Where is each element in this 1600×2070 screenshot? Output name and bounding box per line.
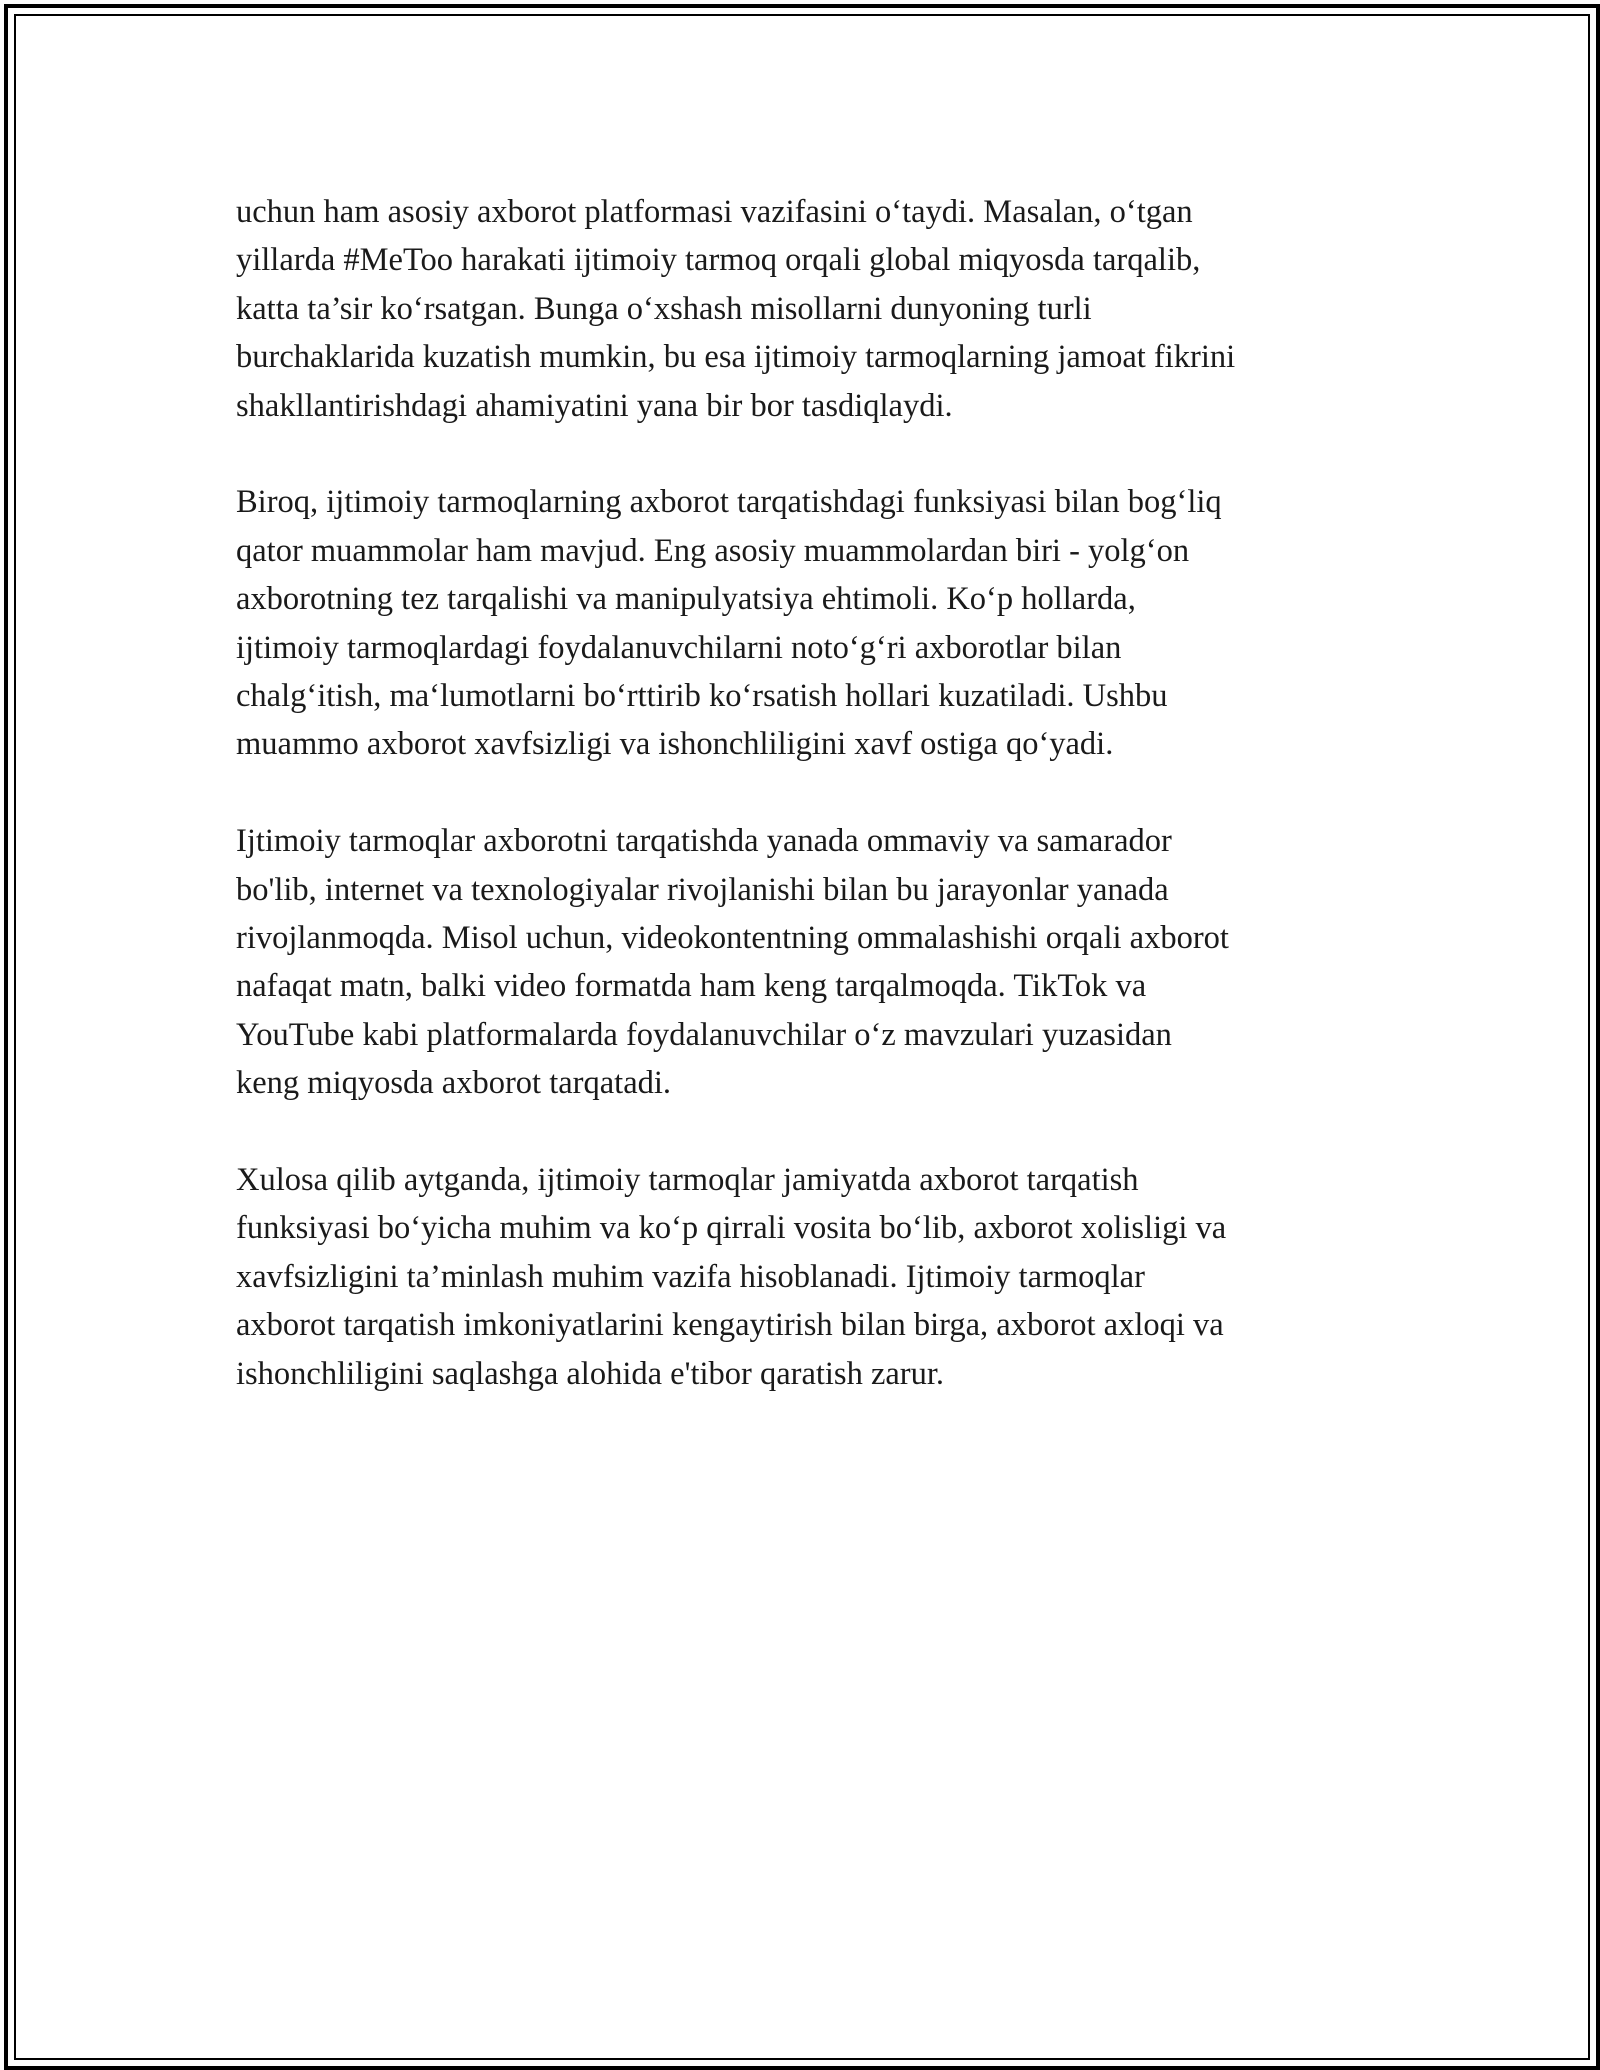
text-line: nafaqat matn, balki video formatda ham keng tarqalmoqda. TikTok va bbox=[236, 968, 1147, 1005]
text-line: Biroq, ijtimoiy tarmoqlarning axborot tarqatishdagi funksiyasi bilan bog‘liq bbox=[236, 484, 1222, 521]
text-line: keng miqyosda axborot tarqatadi. bbox=[236, 1065, 672, 1102]
text-line: burchaklarida kuzatish mumkin, bu esa ijtimoiy tarmoqlarning jamoat fikrini bbox=[236, 339, 1236, 376]
text-line: bo'lib, internet va texnologiyalar rivojlanishi bilan bu jarayonlar yanada bbox=[236, 871, 1169, 908]
text-line: chalg‘itish, ma‘lumotlarni bo‘rttirib ko‘rsatish hollari kuzatiladi. Ushbu bbox=[236, 678, 1168, 715]
text-line: funksiyasi bo‘yicha muhim va ko‘p qirrali vosita bo‘lib, axborot xolisligi va bbox=[236, 1210, 1227, 1247]
text-line: ijtimoiy tarmoqlardagi foydalanuvchilarni noto‘g‘ri axborotlar bilan bbox=[236, 629, 1122, 666]
document-body bbox=[236, 188, 1386, 1447]
paragraph-1 bbox=[236, 188, 1386, 430]
text-line: Ijtimoiy tarmoqlar axborotni tarqatishda yanada ommaviy va samarador bbox=[236, 823, 1172, 860]
text-line: axborot tarqatish imkoniyatlarini kengaytirish bilan birga, axborot axloqi va bbox=[236, 1307, 1224, 1344]
paragraph-3 bbox=[236, 817, 1386, 1107]
text-line: Xulosa qilib aytganda, ijtimoiy tarmoqlar jamiyatda axborot tarqatish bbox=[236, 1162, 1139, 1199]
text-line: yillarda #MeToo harakati ijtimoiy tarmoq orqali global miqyosda tarqalib, bbox=[236, 242, 1201, 279]
text-line: muammo axborot xavfsizligi va ishonchliligini xavf ostiga qo‘yadi. bbox=[236, 726, 1114, 763]
text-line: axborotning tez tarqalishi va manipulyatsiya ehtimoli. Ko‘p hollarda, bbox=[236, 581, 1136, 618]
text-line: qator muammolar ham mavjud. Eng asosiy muammolardan biri - yolg‘on bbox=[236, 532, 1190, 569]
text-line: xavfsizligini ta’minlash muhim vazifa hisoblanadi. Ijtimoiy tarmoqlar bbox=[236, 1258, 1145, 1295]
paragraph-4 bbox=[236, 1156, 1386, 1398]
text-line: ishonchliligini saqlashga alohida e'tibor qaratish zarur. bbox=[236, 1355, 945, 1392]
text-line: katta ta’sir ko‘rsatgan. Bunga o‘xshash misollarni dunyoning turli bbox=[236, 290, 1092, 327]
text-line: uchun ham asosiy axborot platformasi vazifasini o‘taydi. Masalan, o‘tgan bbox=[236, 194, 1193, 230]
text-line: YouTube kabi platformalarda foydalanuvchilar o‘z mavzulari yuzasidan bbox=[236, 1016, 1172, 1053]
paragraph-2 bbox=[236, 478, 1386, 768]
text-line: shakllantirishdagi ahamiyatini yana bir bor tasdiqlaydi. bbox=[236, 387, 953, 424]
text-line: rivojlanmoqda. Misol uchun, videokontentning ommalashishi orqali axborot bbox=[236, 920, 1229, 957]
